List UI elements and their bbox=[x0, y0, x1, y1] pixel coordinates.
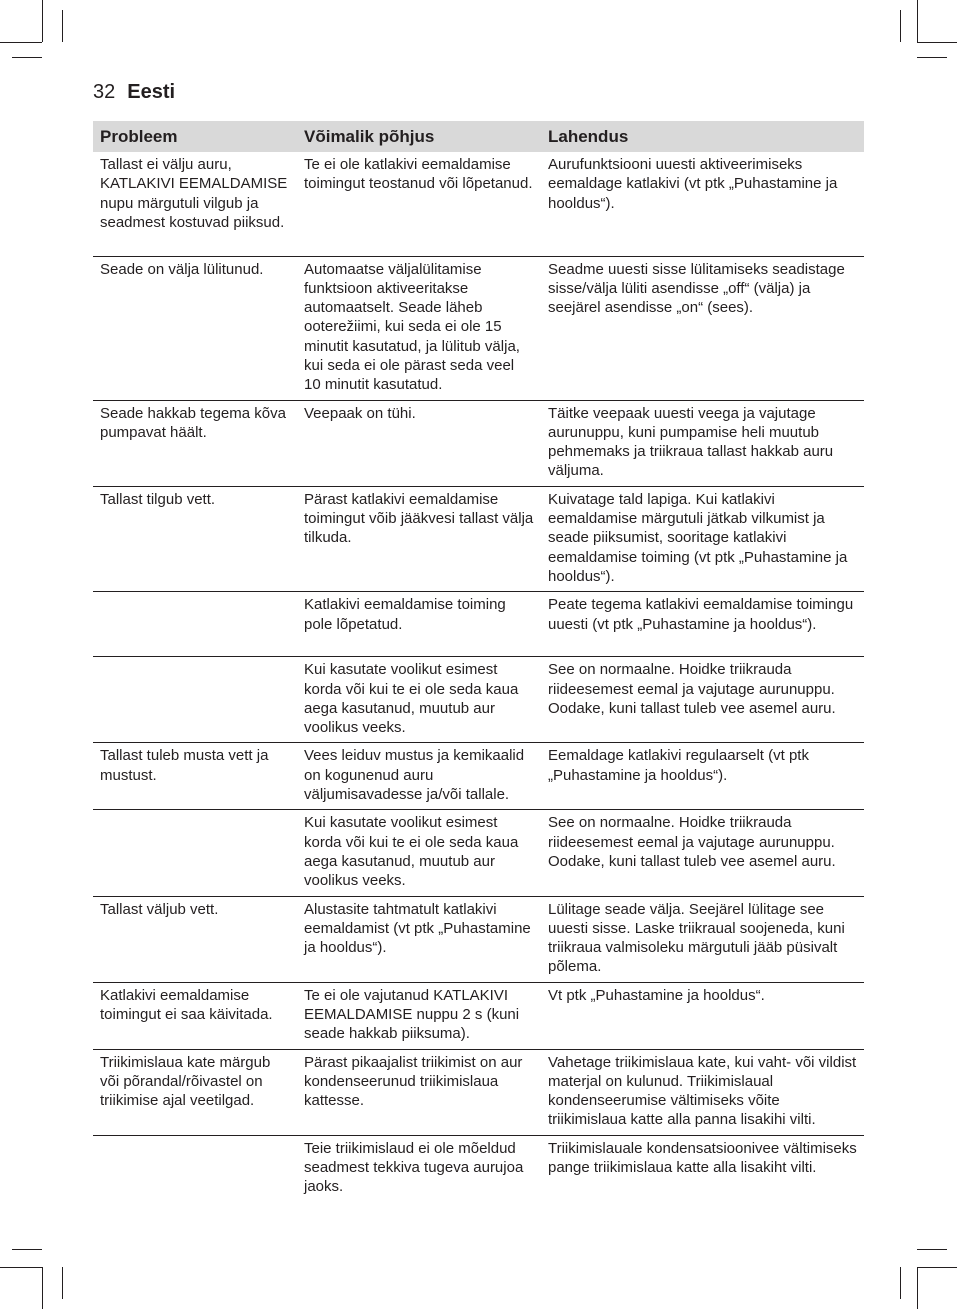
problem-cell bbox=[93, 592, 297, 657]
solution-cell: Seadme uuesti sisse lülitamiseks seadistage sisse/välja lüliti asendisse „off“ (välja) ja seejärel asendisse „on“ (sees). bbox=[541, 256, 864, 400]
crop-mark bbox=[917, 57, 947, 58]
page-header bbox=[93, 80, 175, 104]
crop-mark bbox=[0, 42, 42, 43]
crop-mark bbox=[917, 1267, 918, 1309]
cause-cell: Veepaak on tühi. bbox=[297, 400, 541, 486]
table-row bbox=[93, 896, 864, 982]
solution-cell: See on normaalne. Hoidke triikrauda riideesemest eemal ja vajutage aurunuppu. Oodake, kuni tallast tuleb vee asemel auru. bbox=[541, 810, 864, 896]
header-problem: Probleem bbox=[93, 121, 297, 152]
cause-cell: Katlakivi eemaldamise toiming pole lõpetatud. bbox=[297, 592, 541, 657]
solution-cell: Lülitage seade välja. Seejärel lülitage see uuesti sisse. Laske triikraual soojeneda, kuni triikraua valmisoleku märgutuli jääb püsivalt põlema. bbox=[541, 896, 864, 982]
problem-cell bbox=[93, 657, 297, 743]
crop-mark bbox=[917, 1267, 957, 1268]
solution-cell: Kuivatage tald lapiga. Kui katlakivi eemaldamise märgutuli jätkab vilkumist ja seade piiksumist, sooritage katlakivi eemaldamise toiming (vt ptk „Puhastamine ja hooldus“). bbox=[541, 486, 864, 591]
table-row bbox=[93, 592, 864, 657]
crop-mark bbox=[12, 57, 42, 58]
cause-cell: Vees leiduv mustus ja kemikaalid on kogunenud auru väljumisavadesse ja/või tallale. bbox=[297, 743, 541, 810]
solution-cell: Täitke veepaak uuesti veega ja vajutage aurunuppu, kuni pumpamise heli muutub pehmemaks ja triikraua tallast hakkab auru väljuma. bbox=[541, 400, 864, 486]
language-title: Eesti bbox=[127, 81, 176, 103]
problem-cell: Tallast tilgub vett. bbox=[93, 486, 297, 591]
troubleshooting-table bbox=[93, 121, 864, 1202]
crop-mark bbox=[900, 10, 901, 42]
crop-mark bbox=[42, 1267, 43, 1309]
table-row bbox=[93, 400, 864, 486]
crop-mark bbox=[917, 42, 957, 43]
solution-cell: See on normaalne. Hoidke triikrauda riideesemest eemal ja vajutage aurunuppu. Oodake, kuni tallast tuleb vee asemel auru. bbox=[541, 657, 864, 743]
table-row bbox=[93, 743, 864, 810]
table-row bbox=[93, 486, 864, 591]
problem-cell: Tallast väljub vett. bbox=[93, 896, 297, 982]
cause-cell: Te ei ole vajutanud KATLAKIVI EEMALDAMISE nuppu 2 s (kuni seade hakkab piiksuma). bbox=[297, 982, 541, 1049]
page-number: 32 bbox=[93, 81, 116, 103]
crop-mark bbox=[42, 0, 43, 42]
cause-cell: Pärast katlakivi eemaldamise toimingut võib jääkvesi tallast välja tilkuda. bbox=[297, 486, 541, 591]
crop-mark bbox=[62, 10, 63, 42]
table-row bbox=[93, 152, 864, 256]
crop-mark bbox=[900, 1267, 901, 1299]
solution-cell: Eemaldage katlakivi regulaarselt (vt ptk „Puhastamine ja hooldus“). bbox=[541, 743, 864, 810]
crop-mark bbox=[917, 0, 918, 42]
solution-cell: Aurufunktsiooni uuesti aktiveerimiseks eemaldage katlakivi (vt ptk „Puhastamine ja hooldus“). bbox=[541, 152, 864, 256]
problem-cell: Seade hakkab tegema kõva pumpavat häält. bbox=[93, 400, 297, 486]
solution-cell: Vt ptk „Puhastamine ja hooldus“. bbox=[541, 982, 864, 1049]
problem-cell bbox=[93, 810, 297, 896]
crop-mark bbox=[62, 1267, 63, 1299]
table-row bbox=[93, 1135, 864, 1201]
crop-mark bbox=[917, 1249, 947, 1250]
solution-cell: Vahetage triikimislaua kate, kui vaht- või vildist materjal on kulunud. Triikimislaual kondenseerumise vältimiseks võite triikimislaua katte alla panna lisakihi vilti. bbox=[541, 1049, 864, 1135]
crop-mark bbox=[0, 1267, 42, 1268]
problem-cell: Seade on välja lülitunud. bbox=[93, 256, 297, 400]
cause-cell: Kui kasutate voolikut esimest korda või kui te ei ole seda kaua aega kasutanud, muutub aur voolikus veeks. bbox=[297, 657, 541, 743]
crop-mark bbox=[12, 1249, 42, 1250]
header-solution: Lahendus bbox=[541, 121, 864, 152]
cause-cell: Automaatse väljalülitamise funktsioon aktiveeritakse automaatselt. Seade läheb ooterežiimi, kui seda ei ole 15 minutit kasutatud, ja lülitub välja, kui seda ei ole pärast seda veel 10 minutit kasutatud. bbox=[297, 256, 541, 400]
problem-cell: Triikimislaua kate märgub või põrandal/rõivastel on triikimise ajal veetilgad. bbox=[93, 1049, 297, 1135]
header-cause: Võimalik põhjus bbox=[297, 121, 541, 152]
problem-cell: Tallast tuleb musta vett ja mustust. bbox=[93, 743, 297, 810]
table-row bbox=[93, 1049, 864, 1135]
solution-cell: Triikimislauale kondensatsioonivee vältimiseks pange triikimislaua katte alla lisakiht vilti. bbox=[548, 1139, 857, 1177]
solution-cell: Peate tegema katlakivi eemaldamise toimingu uuesti (vt ptk „Puhastamine ja hooldus“). bbox=[541, 592, 864, 657]
table-row bbox=[93, 810, 864, 896]
cause-cell: Pärast pikaajalist triikimist on aur kondenseerunud triikimislaua kattesse. bbox=[297, 1049, 541, 1135]
cause-cell: Alustasite tahtmatult katlakivi eemaldamist (vt ptk „Puhastamine ja hooldus“). bbox=[297, 896, 541, 982]
cause-cell: Te ei ole katlakivi eemaldamise toimingut teostanud või lõpetanud. bbox=[297, 152, 541, 256]
table-row bbox=[93, 256, 864, 400]
cause-cell: Kui kasutate voolikut esimest korda või kui te ei ole seda kaua aega kasutanud, muutub aur voolikus veeks. bbox=[297, 810, 541, 896]
problem-cell: Tallast ei välju auru, KATLAKIVI EEMALDAMISE nupu märgutuli vilgub ja seadmest kostuvad piiksud. bbox=[93, 152, 297, 256]
problem-cell bbox=[93, 1135, 297, 1201]
cause-cell: Teie triikimislaud ei ole mõeldud seadmest tekkiva tugeva aurujoa jaoks. bbox=[304, 1139, 524, 1196]
table-header bbox=[93, 121, 864, 152]
table-row bbox=[93, 657, 864, 743]
problem-cell: Katlakivi eemaldamise toimingut ei saa käivitada. bbox=[93, 982, 297, 1049]
table-row bbox=[93, 982, 864, 1049]
